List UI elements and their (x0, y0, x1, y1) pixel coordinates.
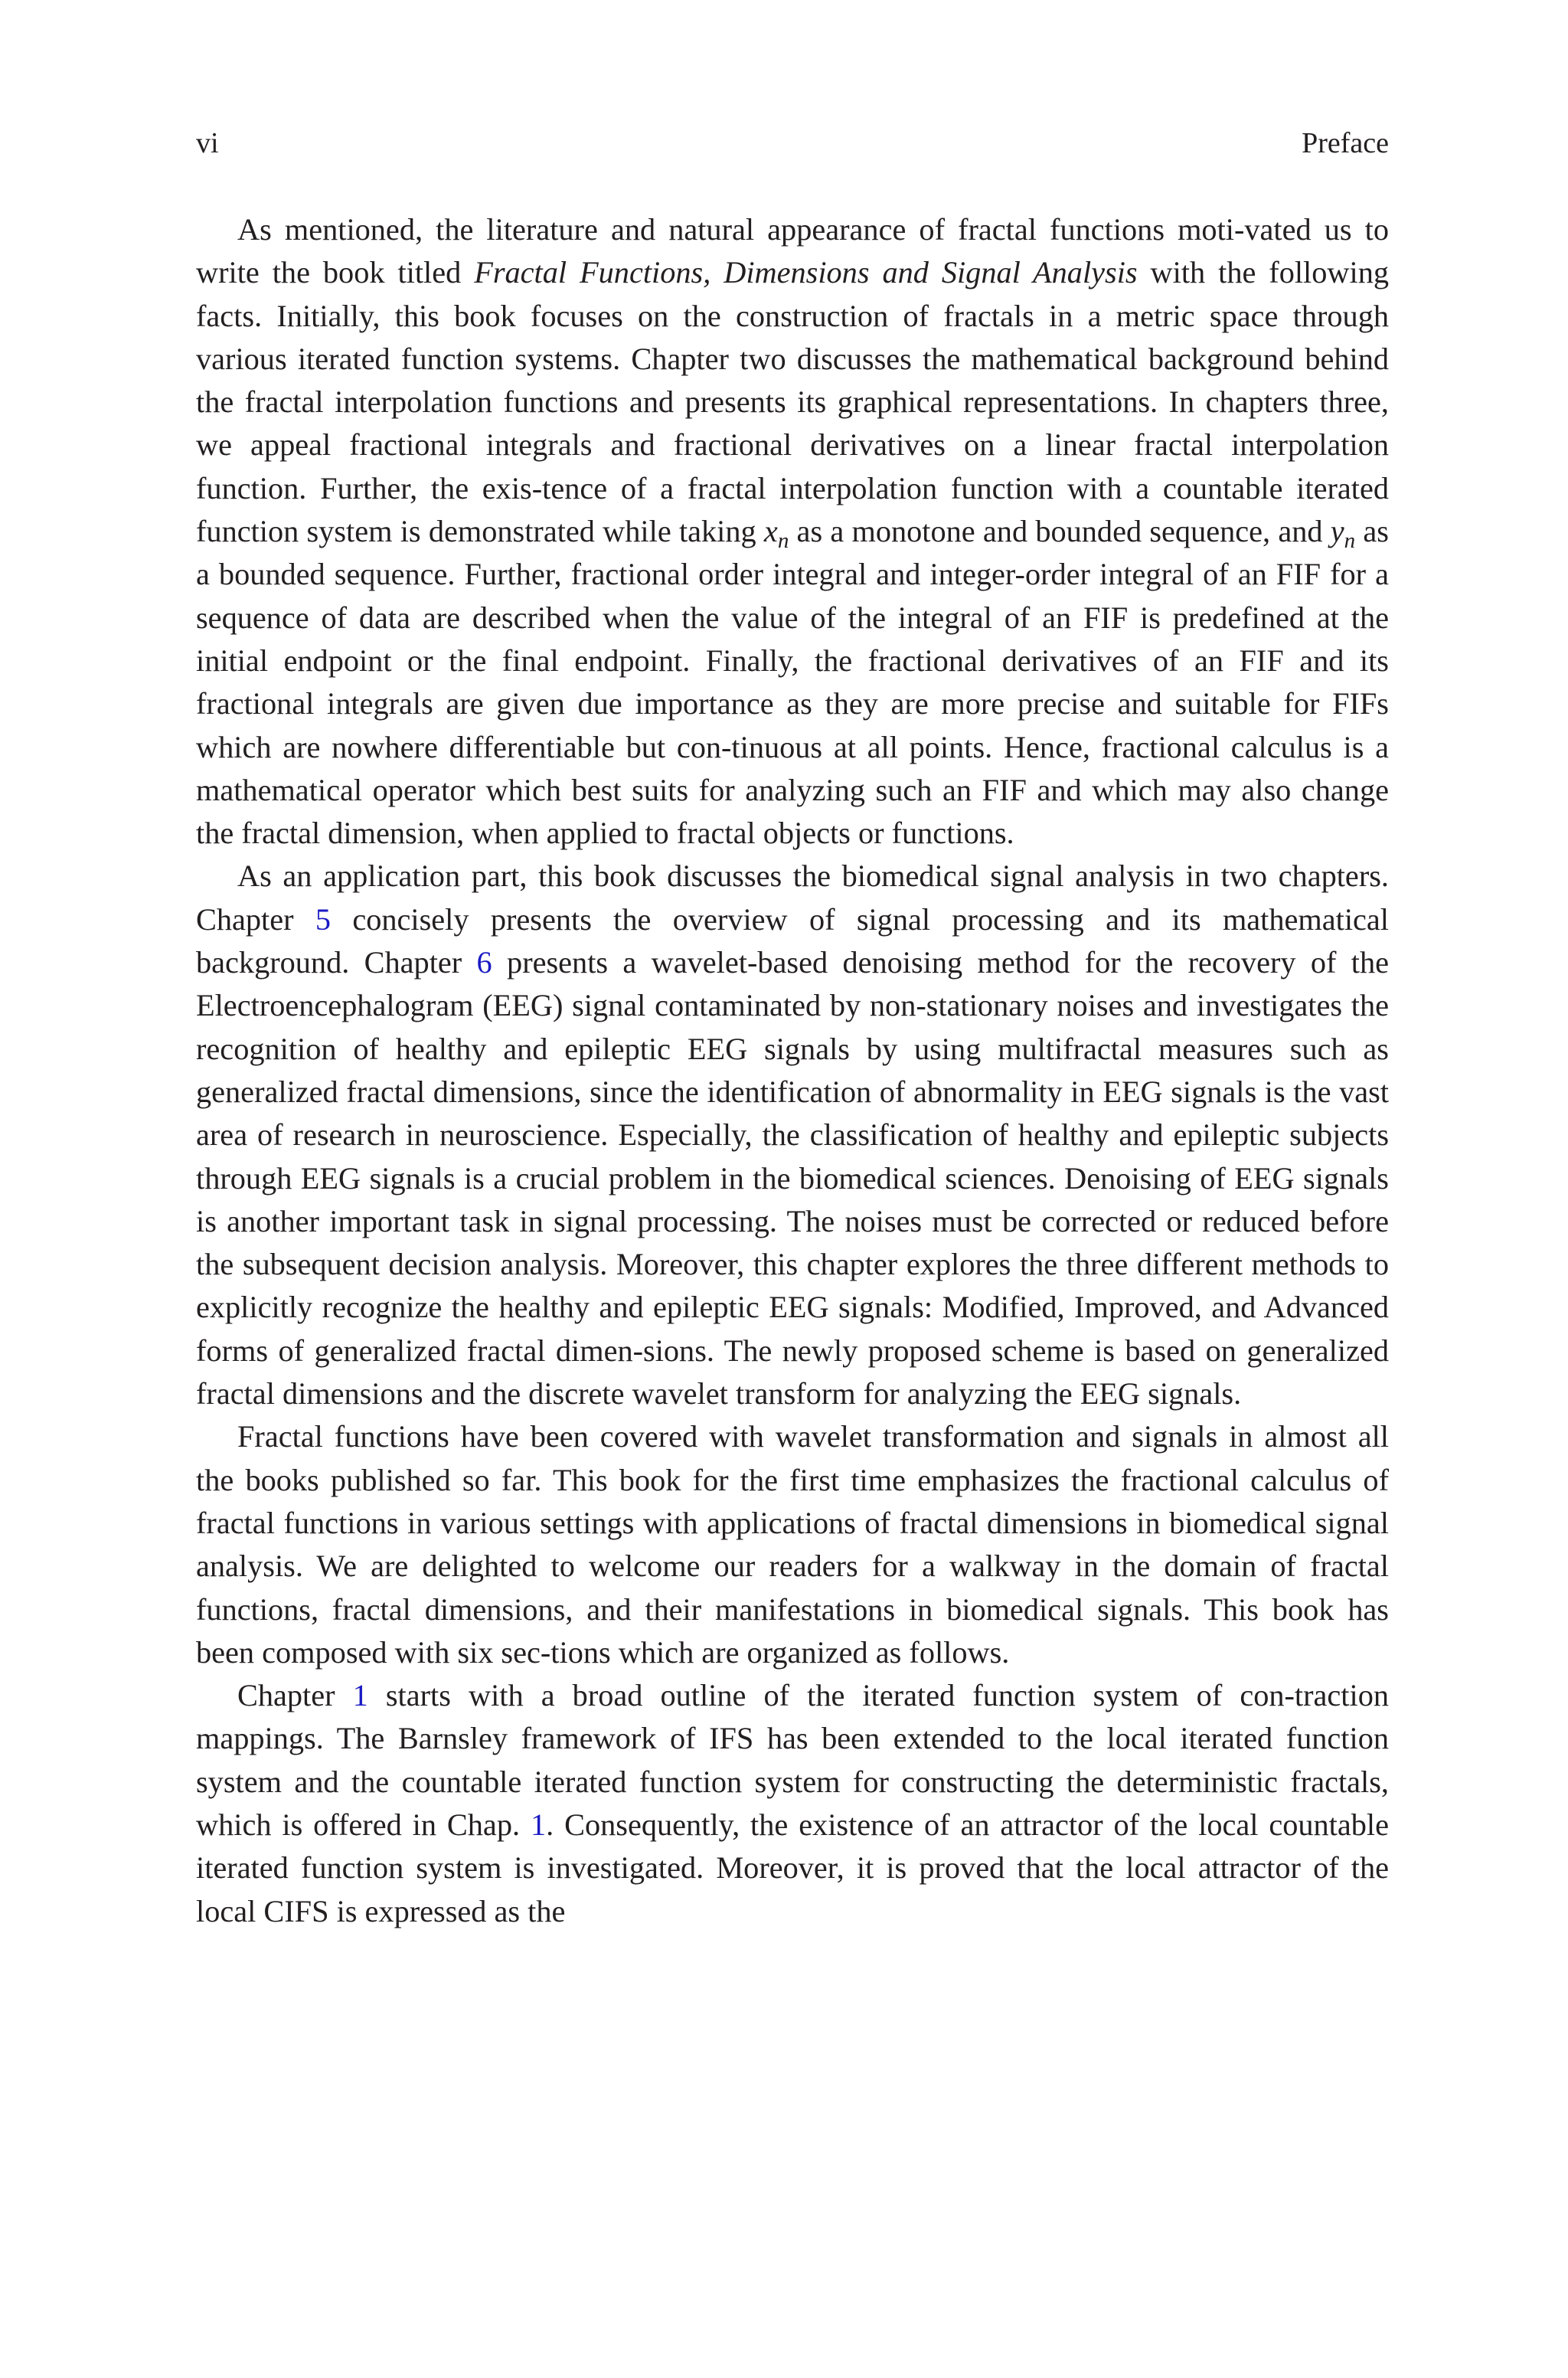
math-variable-y (1330, 514, 1356, 554)
text-run: starts with a broad outline of the iterated function system of con-traction mappings. The Barnsley framework of IFS has been extended to the local iterated function system and the countable iterated function system for constructing the deterministic fractals, which is offered in Chap. (196, 1678, 1389, 1842)
page-number: vi (196, 127, 219, 159)
paragraph-scope (196, 1415, 1389, 1674)
variable-x: x (763, 514, 778, 549)
chapter-1-link[interactable]: 1 (352, 1678, 368, 1713)
section-title: Preface (1302, 127, 1389, 159)
subscript-n: n (777, 528, 789, 554)
variable-y: y (1330, 514, 1344, 549)
chapter-5-link[interactable]: 5 (315, 901, 332, 937)
math-variable-x (763, 514, 789, 554)
body-text (196, 208, 1389, 1933)
paragraph-chapter-1 (196, 1674, 1389, 1933)
text-run: presents a wavelet-based denoising method for the recovery of the Electroencephalogram (EEG) signal contaminated by non-stationary noises and investigates the recognition of healthy and epileptic EEG signals by using multifractal measures such as generalized fractal dimensions, since the identification of abnormality in EEG signals is the vast area of research in neuroscience. Especially, the classification of healthy and epileptic subjects through EEG signals is a crucial problem in the biomedical sciences. Denoising of EEG signals is another important task in signal processing. The noises must be corrected or reduced before the subsequent decision analysis. Moreover, this chapter explores the three different methods to explicitly recognize the healthy and epileptic EEG signals: Modified, Improved, and Advanced forms of generalized fractal dimen-sions. The newly proposed scheme is based on generalized fractal dimensions and the discrete wavelet transform for analyzing the EEG signals. (196, 945, 1390, 1411)
running-head (196, 124, 1389, 162)
book-title: Fractal Functions, Dimensions and Signal Analysis (474, 255, 1138, 290)
text-run: concisely presents the overview of signal processing and its mathematical background. Chapter (196, 901, 1389, 980)
text-run: As mentioned, the literature and natural appearance of fractal functions moti-vated us to write the book titled (196, 212, 1389, 290)
subscript-n: n (1344, 528, 1356, 554)
chap-1-link[interactable]: 1 (530, 1807, 547, 1842)
paragraph-book-motivation (196, 208, 1389, 855)
text-run: with the following facts. Initially, this book focuses on the construction of fractals in a metric space through various iterated function systems. Chapter two discusses the mathematical background behind the fractal interpolation functions and presents its graphical representations. In chapters three, we appeal fractional integrals and fractional derivatives on a linear fractal interpolation function. Further, the exis-tence of a fractal interpolation function with a countable iterated function system is demonstrated while taking (196, 255, 1389, 549)
paragraph-application (196, 855, 1389, 1415)
text-run: as a bounded sequence. Further, fractional order integral and integer-order integral of an FIF for a sequence of data are described when the value of the integral of an FIF is predefined at the initial endpoint or the final endpoint. Finally, the fractional derivatives of an FIF and its fractional integrals are given due importance as they are more precise and suitable for FIFs which are nowhere differentiable but con-tinuous at all points. Hence, fractional calculus is a mathematical operator which best suits for analyzing such an FIF and which may also change the fractal dimension, when applied to fractal objects or functions. (196, 514, 1389, 851)
chapter-6-link[interactable]: 6 (476, 945, 492, 980)
text-run: As an application part, this book discusses the biomedical signal analysis in two chapters. Chapter (196, 859, 1389, 937)
text-run: Fractal functions have been covered with wavelet transformation and signals in almost all the books published so far. This book for the first time emphasizes the fractional calculus of fractal functions in various settings with applications of fractal dimensions in biomedical signal analysis. We are delighted to welcome our readers for a walkway in the domain of fractal functions, fractal dimensions, and their manifestations in biomedical signals. This book has been composed with six sec-tions which are organized as follows. (196, 1419, 1389, 1670)
text-run: as a monotone and bounded sequence, and (789, 514, 1331, 549)
text-run: . Consequently, the existence of an attractor of the local countable iterated function system is investigated. Moreover, it is proved that the local attractor of the local CIFS is expressed as the (196, 1807, 1389, 1928)
text-run: Chapter (237, 1678, 353, 1713)
